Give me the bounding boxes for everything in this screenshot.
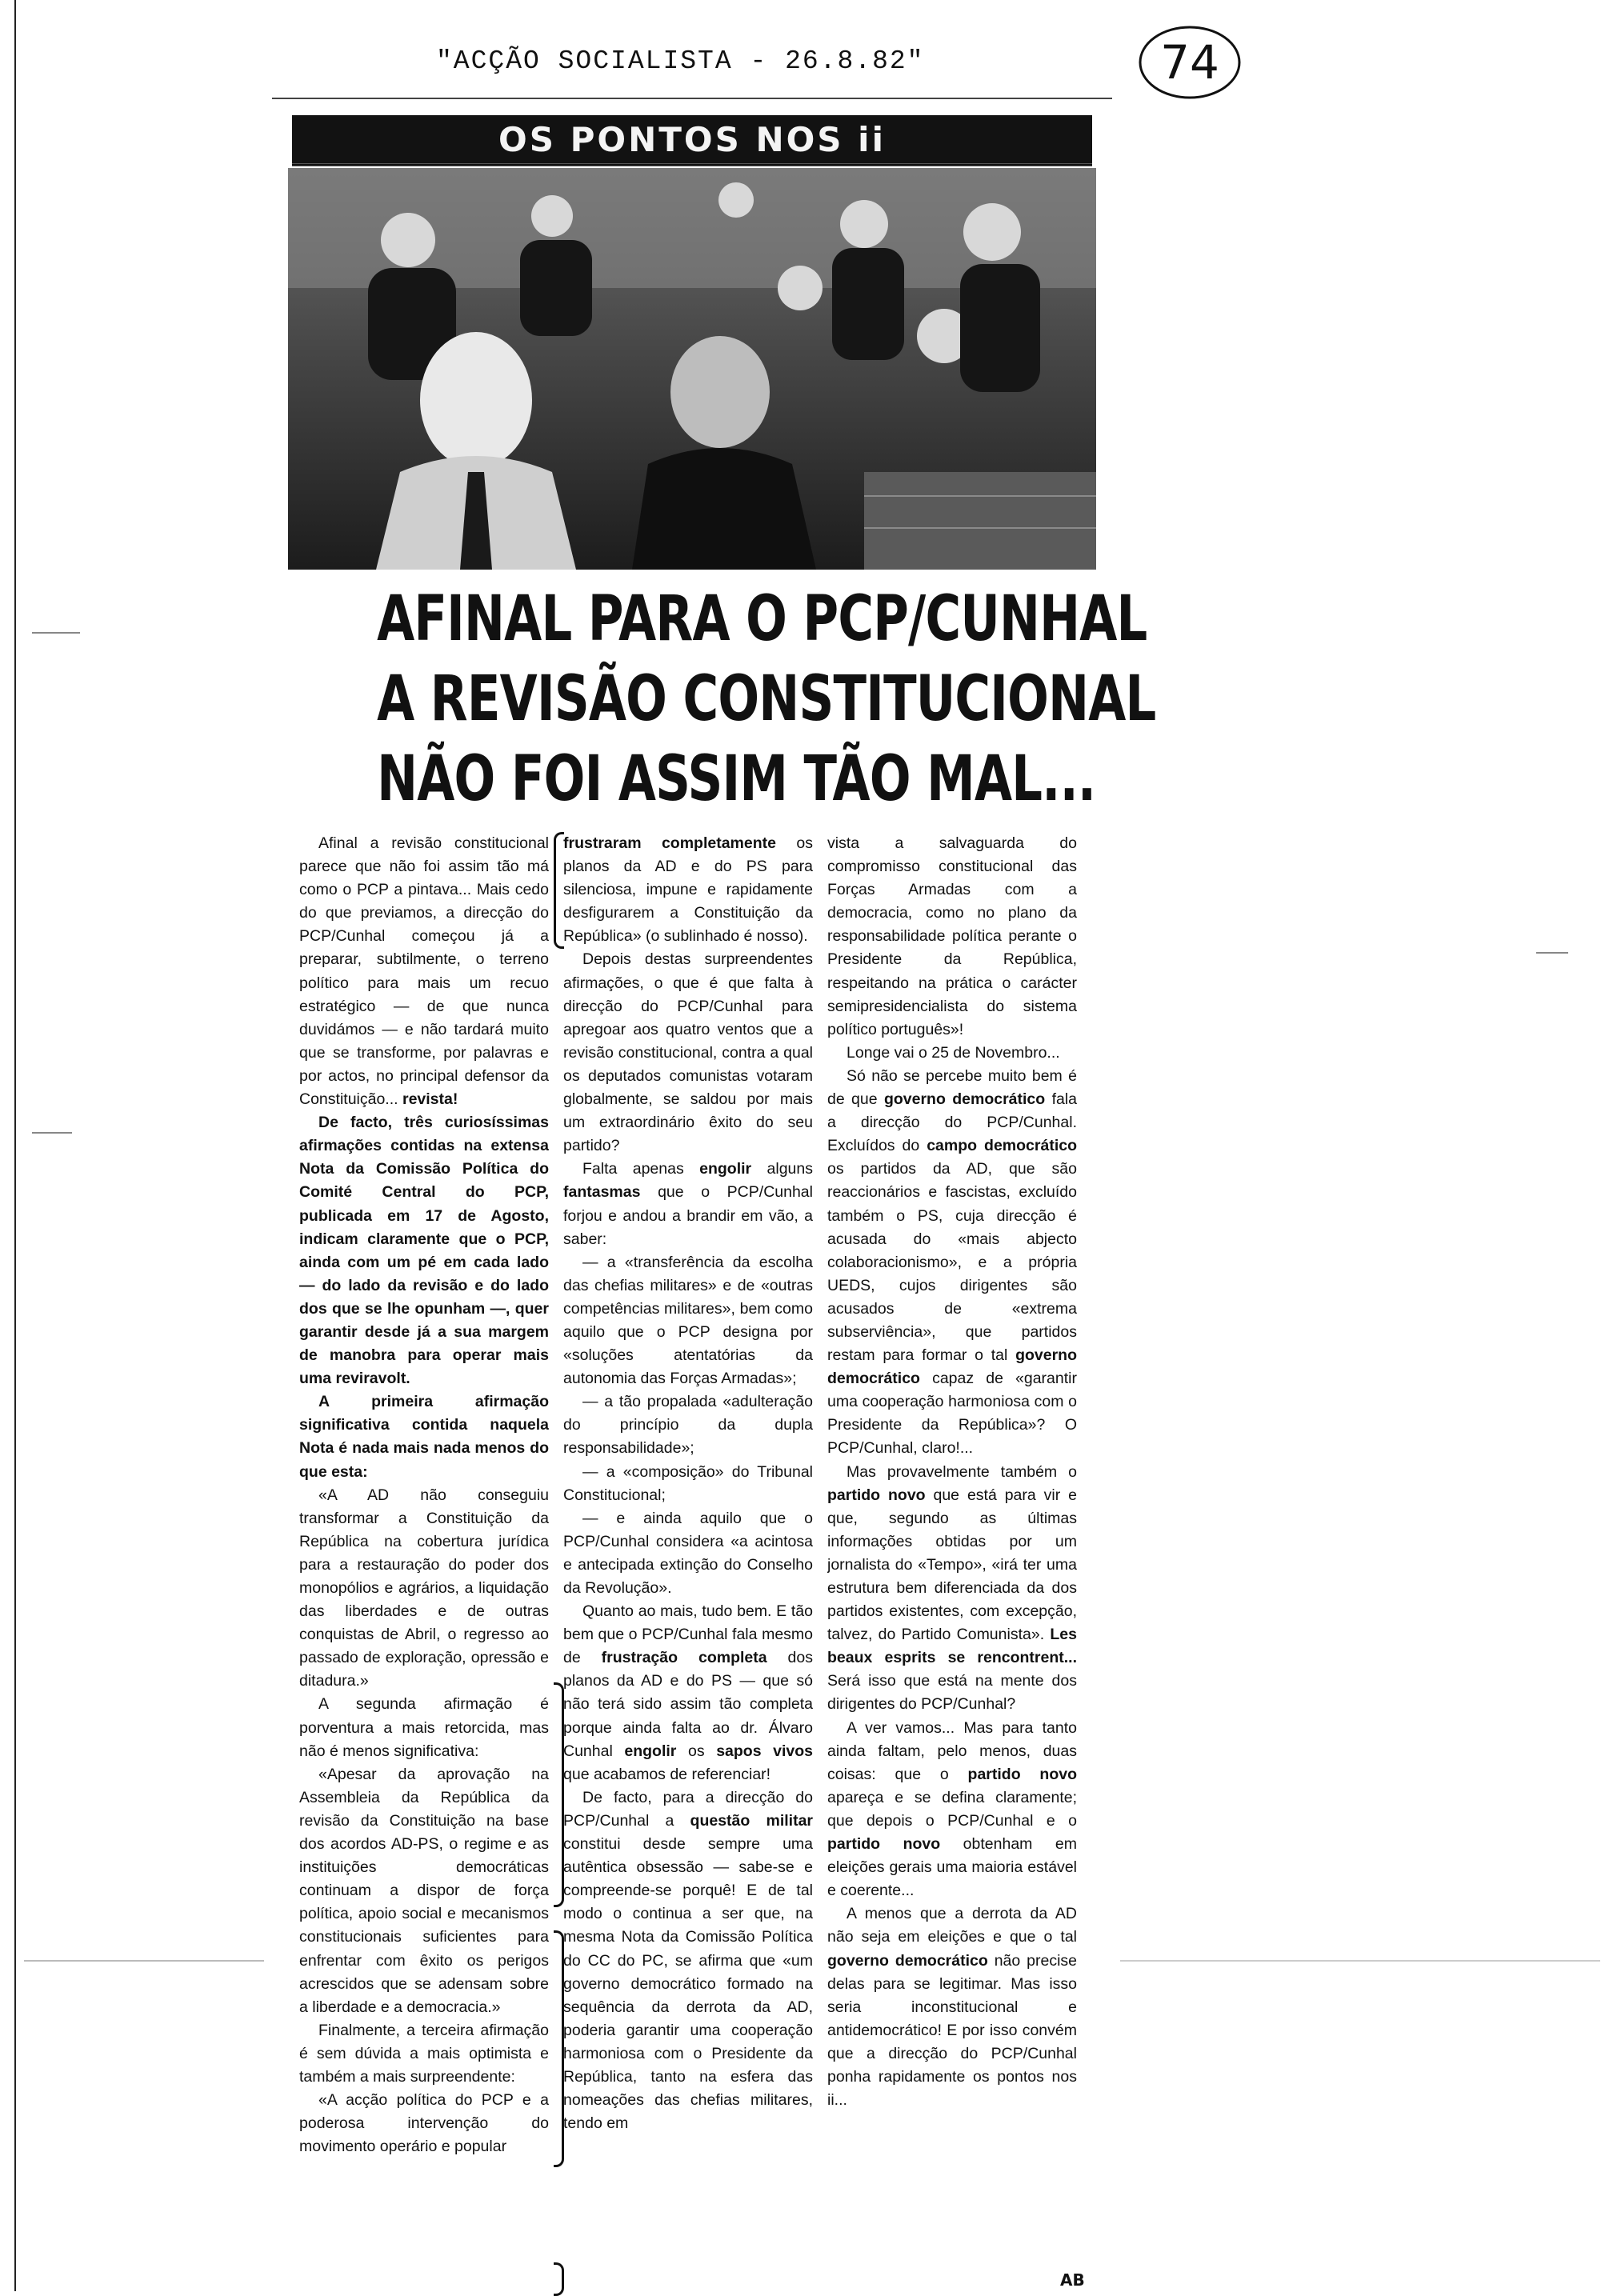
news-photo bbox=[288, 168, 1096, 570]
quote-bracket bbox=[554, 1930, 564, 2167]
text-column-1 bbox=[299, 832, 549, 2291]
text-run: Quanto ao mais, tudo bem. E tão bem que o PCP/Cunhal fala mesmo de bbox=[563, 1602, 813, 1667]
paragraph bbox=[563, 1786, 813, 2135]
headline-line: NÃO FOI ASSIM TÃO MAL... bbox=[377, 743, 1096, 815]
bold-text-run: A primeira afirmação significativa contida naquela Nota é nada mais nada menos do que esta: bbox=[299, 1393, 549, 1481]
paragraph bbox=[563, 1158, 813, 1250]
text-run: De facto, para a direcção do PCP/Cunhal a bbox=[563, 1788, 813, 1830]
section-banner bbox=[292, 115, 1092, 166]
text-column-2 bbox=[563, 832, 813, 2291]
bold-text-run: Les beaux esprits se rencontrent... bbox=[827, 1626, 1077, 1667]
text-run: A ver vamos... Mas para tanto ainda faltam, pelo menos, duas coisas: que o bbox=[827, 1718, 1077, 1783]
page-number: 74 bbox=[1160, 35, 1219, 90]
paragraph bbox=[563, 1507, 813, 1600]
paragraph bbox=[563, 948, 813, 1158]
text-run: A segunda afirmação é porventura a mais retorcida, mas não é menos significativa: bbox=[299, 1695, 549, 1760]
text-run: dos planos da AD e do PS — que só não terá sido assim tão completa porque ainda falta ao dr. Álvaro Cunhal bbox=[563, 1649, 813, 1760]
section-banner-title: OS PONTOS NOS ii bbox=[498, 119, 886, 159]
text-run: que acabamos de referenciar! bbox=[563, 1765, 771, 1783]
quote-bracket bbox=[554, 832, 564, 949]
text-run: Falta apenas bbox=[582, 1160, 700, 1178]
text-run: obtenham em eleições gerais uma maioria estável e coerente... bbox=[827, 1835, 1077, 1900]
paragraph bbox=[299, 1693, 549, 1762]
paragraph bbox=[827, 1065, 1077, 1461]
text-run: — a «composição» do Tribunal Constitucional; bbox=[563, 1462, 813, 1504]
text-run: A menos que a derrota da AD não seja em eleições e que o tal bbox=[827, 1905, 1077, 1946]
paragraph bbox=[827, 832, 1077, 1042]
quote-bracket bbox=[554, 1682, 564, 1907]
text-run: Mas provavelmente também o bbox=[847, 1462, 1077, 1481]
text-run: Depois destas surpreendentes afirmações, o que é que falta à direcção do PCP/Cunhal para apregoar aos quatro ventos que a revisão constitucional, contra a qual os deputados comunistas votaram globalmente, se saldou por mais um extraordinário êxito do seu partido? bbox=[563, 950, 813, 1155]
text-run: Longe vai o 25 de Novembro... bbox=[847, 1043, 1060, 1062]
paragraph bbox=[827, 1902, 1077, 2112]
text-run: Só não se percebe muito bem é de que bbox=[827, 1066, 1077, 1109]
paragraph bbox=[299, 1484, 549, 1694]
scan-mark bbox=[1120, 1960, 1600, 1962]
paragraph bbox=[299, 832, 549, 1111]
page-edge-line bbox=[14, 0, 16, 2291]
bold-text-run: engolir bbox=[624, 1742, 677, 1760]
paragraph bbox=[827, 1042, 1077, 1065]
text-run: Será isso que está na mente dos dirigentes do PCP/Cunhal? bbox=[827, 1672, 1077, 1714]
text-run: constitui desde sempre uma autêntica obsessão — sabe-se e compreende-se porquê! E de tal modo o continua a ser que, na mesma Nota da Comissão Política do CC do PC, se afirma que «um governo democrático formado na sequência da derrota da AD, poderia garantir uma cooperação harmoniosa com o Presidente da República, tanto na esfera das nomeações das chefias militares, tendo em bbox=[563, 1835, 813, 2133]
paragraph bbox=[563, 1390, 813, 1460]
bold-text-run: revista! bbox=[402, 1090, 458, 1109]
source-header: "ACÇÃO SOCIALISTA - 26.8.82" bbox=[436, 46, 925, 76]
text-run: os planos da AD e do PS para silenciosa, impune e rapidamente desfigurarem a Constituição da República» (o sublinhado é nosso). bbox=[563, 834, 813, 946]
paragraph bbox=[299, 1111, 549, 1390]
text-run: os bbox=[676, 1742, 717, 1760]
text-run: que o PCP/Cunhal forjou e andou a brandir em vão, a saber: bbox=[563, 1183, 813, 1248]
paragraph bbox=[299, 2089, 549, 2158]
text-run: que está para vir e que, segundo as últimas informações obtidas por um jornalista do «Tempo», «irá ter uma estrutura bem diferenciada da dos partidos existentes, com excepção, talvez, do Partido Comunista». bbox=[827, 1486, 1077, 1644]
text-run: vista a salvaguarda do compromisso constitucional das Forças Armadas com a democracia, como no plano da responsabilidade política perante o Presidente da República, respeitando na prática o carácter semipresidencialista do sistema político português»! bbox=[827, 834, 1077, 1038]
bold-text-run: partido novo bbox=[827, 1486, 926, 1504]
bold-text-run: engolir bbox=[699, 1160, 752, 1178]
paragraph bbox=[299, 1390, 549, 1483]
paragraph bbox=[563, 1251, 813, 1391]
text-run: os partidos da AD, que são reaccionários e fascistas, excluído também o PS, cuja direcção é acusada do «mais abjecto colaboracionismo», e a própria UEDS, cujos dirigentes são acusados de «extrema subserviência», que partidos restam para formar o tal bbox=[827, 1160, 1077, 1365]
paragraph bbox=[299, 1763, 549, 2019]
bold-text-run: partido novo bbox=[827, 1835, 941, 1854]
headline bbox=[377, 579, 1156, 819]
headline-line: AFINAL PARA O PCP/CUNHAL bbox=[377, 583, 1147, 655]
headline-line: A REVISÃO CONSTITUCIONAL bbox=[377, 663, 1156, 735]
paragraph bbox=[563, 1461, 813, 1507]
bold-text-run: questão militar bbox=[690, 1811, 813, 1830]
text-run: — a «transferência da escolha das chefias militares» e de «outras competências militares», bem como aquilo que o PCP designa por «soluções atentatórias da autonomia das Forças Armadas»; bbox=[563, 1253, 813, 1388]
bold-text-run: frustração completa bbox=[601, 1649, 767, 1667]
text-run: alguns bbox=[751, 1160, 813, 1178]
scan-mark bbox=[24, 1960, 264, 1962]
text-run: — a tão propalada «adulteração do princípio da dupla responsabilidade»; bbox=[563, 1393, 813, 1458]
paragraph bbox=[563, 832, 813, 948]
text-run: «A acção política do PCP e a poderosa intervenção do movimento operário e popular bbox=[299, 2091, 549, 2156]
bold-text-run: De facto, três curiosíssimas afirmações contidas na extensa Nota da Comissão Política do Comité Central do PCP, publicada em 17 de Agosto, indicam claramente que o PCP, ainda com um pé em cada lado — do lado da revisão e do lado dos que se lhe opunham —, quer garantir desde já a sua margem de manobra para operar mais uma reviravolt. bbox=[299, 1114, 549, 1388]
text-run: capaz de «garantir uma cooperação harmoniosa com o Presidente da República»? O PCP/Cunhal, claro!... bbox=[827, 1370, 1077, 1458]
text-run: «Apesar da aprovação na Assembleia da República da revisão da Constituição na base dos acordos AD-PS, o regime e as instituições democráticas continuam a dispor de força política, apoio social e mecanismos constitucionais suficientes para enfrentar com êxito os perigos acrescidos que se adensam sobre a liberdade e a democracia.» bbox=[299, 1765, 549, 2016]
article-top-rule bbox=[272, 98, 1112, 99]
bold-text-run: frustraram completamente bbox=[563, 834, 776, 852]
bold-text-run: sapos vivos bbox=[716, 1742, 813, 1760]
page-number-stamp bbox=[1132, 18, 1252, 106]
bold-text-run: campo democrático bbox=[927, 1137, 1077, 1155]
text-run: — e ainda aquilo que o PCP/Cunhal considera «a acintosa e antecipada extinção do Conselho da Revolução». bbox=[563, 1509, 813, 1597]
parliament-photo bbox=[288, 168, 1096, 570]
bold-text-run: governo democrático bbox=[883, 1090, 1046, 1109]
text-run: não precise delas para se legitimar. Mas isso seria inconstitucional e antidemocrático! E por isso convém que a direcção do PCP/Cunhal ponha rapidamente os pontos nos ii... bbox=[827, 1951, 1077, 2110]
paragraph bbox=[563, 1600, 813, 1786]
text-run: fala a direcção do PCP/Cunhal. Excluídos do bbox=[827, 1090, 1077, 1155]
text-run: apareça e se defina claramente; que depois o PCP/Cunhal e o bbox=[827, 1788, 1077, 1830]
bold-text-run: governo democrático bbox=[827, 1951, 988, 1970]
scan-mark bbox=[32, 1132, 72, 1134]
text-run: «A AD não conseguiu transformar a Constituição da República na cobertura jurídica para a restauração do poder dos monopólios e agrários, a liquidação das liberdades e de outras conquistas de Abril, o regresso ao passado de exploração, opressão e ditadura.» bbox=[299, 1486, 549, 1690]
paragraph bbox=[827, 1461, 1077, 1717]
article bbox=[272, 102, 1156, 2291]
author-initials: AB bbox=[1060, 2270, 1085, 2290]
bold-text-run: partido novo bbox=[967, 1765, 1077, 1783]
paragraph bbox=[827, 1717, 1077, 1903]
bold-text-run: fantasmas bbox=[563, 1183, 641, 1202]
scan-mark bbox=[32, 632, 80, 634]
scan-mark bbox=[1536, 952, 1568, 954]
paragraph bbox=[299, 2019, 549, 2089]
text-column-3 bbox=[827, 832, 1077, 2291]
bold-text-run: governo democrático bbox=[827, 1346, 1077, 1388]
text-run: Finalmente, a terceira afirmação é sem dúvida a mais optimista e também a mais surpreendente: bbox=[299, 2021, 549, 2086]
text-run: Afinal a revisão constitucional parece que não foi assim tão má como o PCP a pintava... Mais cedo do que previamos, a direcção do PCP/Cunhal começou já a preparar, subtilmente, o terreno político para mais um recuo estratégico — de que nunca duvidámos — e não tardará muito que se transforme, por palavras e por actos, no principal defensor da Constituição... bbox=[299, 834, 549, 1109]
